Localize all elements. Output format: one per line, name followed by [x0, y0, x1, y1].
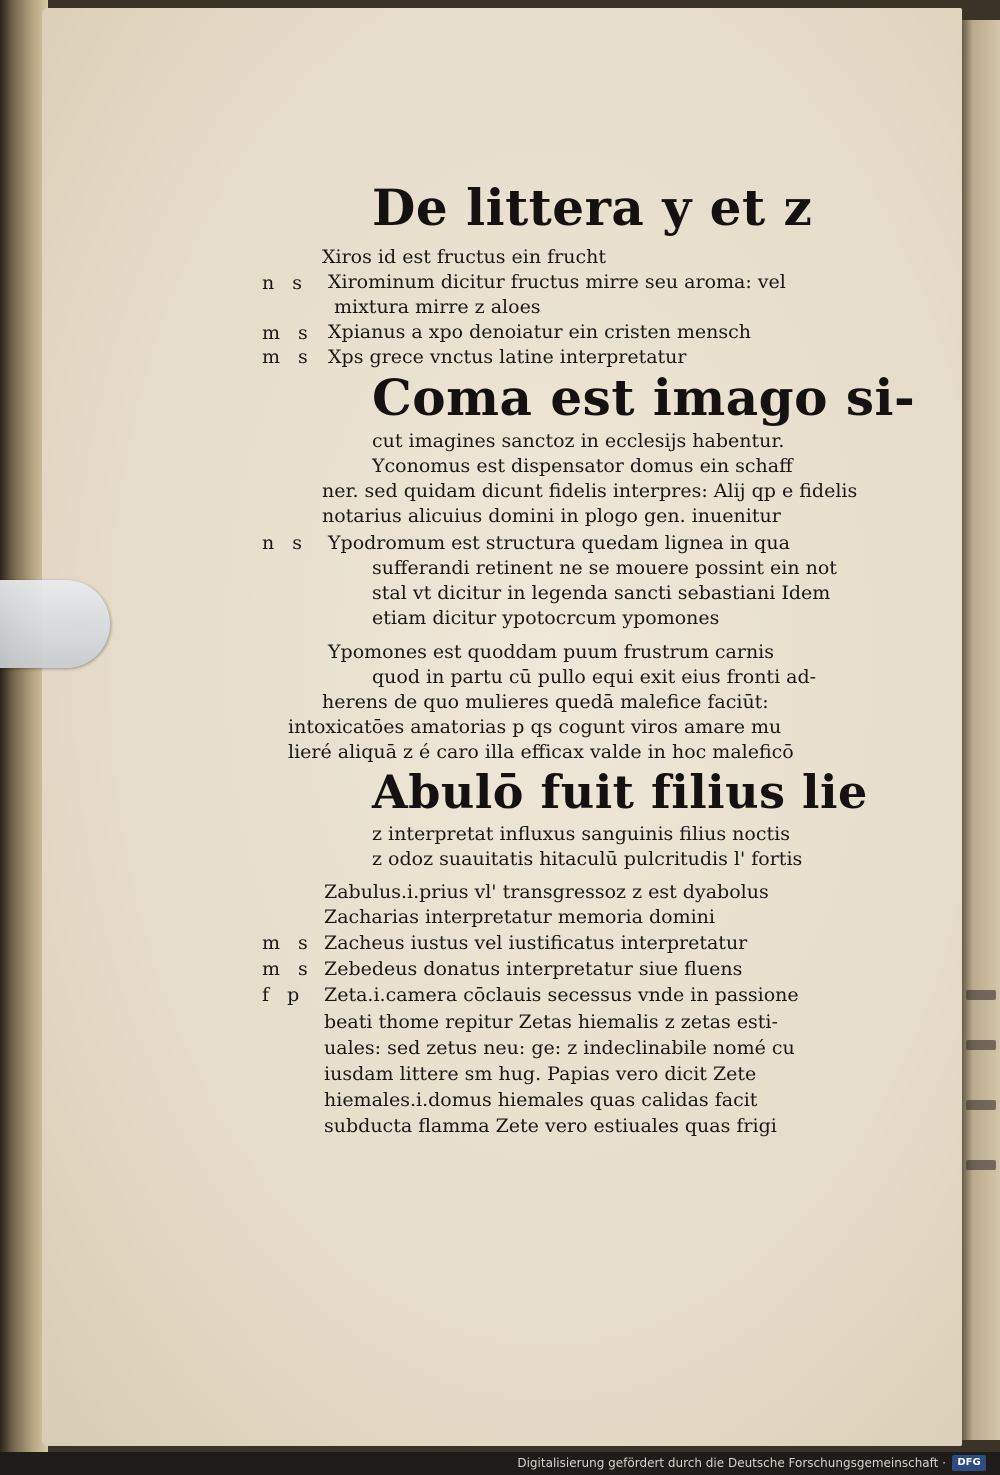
facing-page-ink [966, 1160, 996, 1170]
text-line: Zacharias interpretatur memoria domini [324, 906, 715, 928]
text-line: mixtura mirre z aloes [334, 296, 541, 318]
text-line: sufferandi retinent ne se mouere possint ein not [372, 557, 837, 579]
bookmark-clip [0, 580, 110, 668]
facing-page-ink [966, 1040, 996, 1050]
text-line: Zabulus.i.prius vl' transgressoz z est dyabolus [324, 881, 769, 903]
margin-mark: n s [262, 272, 309, 294]
text-line: z interpretat influxus sanguinis filius noctis [372, 823, 790, 845]
facing-page-edge [958, 20, 1000, 1440]
text-line: Zeta.i.camera cōclauis secessus vnde in passione [324, 984, 799, 1006]
footer-bar [0, 1452, 1000, 1475]
margin-mark: m s [262, 958, 314, 980]
text-line: z odoz suauitatis hitaculū pulcritudis l' fortis [372, 848, 803, 870]
text-line: herens de quo mulieres quedā malefice faciūt: [322, 691, 769, 713]
dfg-logo: DFG [952, 1455, 986, 1471]
text-line: Xiros id est fructus ein frucht [322, 246, 606, 268]
margin-mark: m s [262, 346, 314, 368]
facing-page-ink [966, 990, 996, 1000]
text-line: Zebedeus donatus interpretatur siue fluens [324, 958, 743, 980]
heading-abulo: Abulō fuit filius lie [372, 765, 868, 819]
text-line: hiemales.i.domus hiemales quas calidas facit [324, 1089, 758, 1111]
margin-mark: f p [262, 984, 306, 1006]
text-line: quod in partu cū pullo equi exit eius fronti ad- [372, 666, 817, 688]
text-line: intoxicatōes amatorias p qs cogunt viros amare mu [288, 716, 782, 738]
text-line: iusdam littere sm hug. Papias vero dicit Zete [324, 1063, 757, 1085]
margin-mark: m s [262, 322, 314, 344]
text-line: uales: sed zetus neu: ge: z indeclinabile nomé cu [324, 1037, 795, 1059]
text-line: Ypomones est quoddam puum frustrum carnis [328, 641, 775, 663]
margin-mark: m s [262, 932, 314, 954]
facing-page-ink [966, 1100, 996, 1110]
text-line: Ypodromum est structura quedam lignea in qua [328, 532, 790, 554]
text-line: Xpianus a xpo denoiatur ein cristen mensch [328, 321, 751, 343]
text-line: Xirominum dicitur fructus mirre seu aroma: vel [328, 271, 786, 293]
text-line: beati thome repitur Zetas hiemalis z zetas esti- [324, 1011, 778, 1033]
heading-coma: Coma est imago si- [372, 368, 916, 427]
text-line: Yconomus est dispensator domus ein schaff [372, 455, 793, 477]
text-line: Xps grece vnctus latine interpretatur [328, 346, 687, 368]
margin-mark: n s [262, 532, 309, 554]
heading-de-littera: De littera y et z [372, 178, 813, 237]
book-fore-edge [0, 0, 48, 1452]
text-line: subducta flamma Zete vero estiuales quas frigi [324, 1115, 777, 1137]
footer-credit: Digitalisierung gefördert durch die Deutsche Forschungsgemeinschaft · [517, 1456, 946, 1470]
text-line: etiam dicitur ypotocrcum ypomones [372, 607, 720, 629]
text-line: Zacheus iustus vel iustificatus interpretatur [324, 932, 748, 954]
text-line: lieré aliquā z é caro illa efficax valde in hoc maleficō [288, 741, 794, 763]
text-line: ner. sed quidam dicunt fidelis interpres: Alij qp e fidelis [322, 480, 858, 502]
text-line: notarius alicuius domini in plogo gen. inuenitur [322, 505, 781, 527]
text-line: stal vt dicitur in legenda sancti sebastiani Idem [372, 582, 831, 604]
text-line: cut imagines sanctoz in ecclesijs habentur. [372, 430, 785, 452]
